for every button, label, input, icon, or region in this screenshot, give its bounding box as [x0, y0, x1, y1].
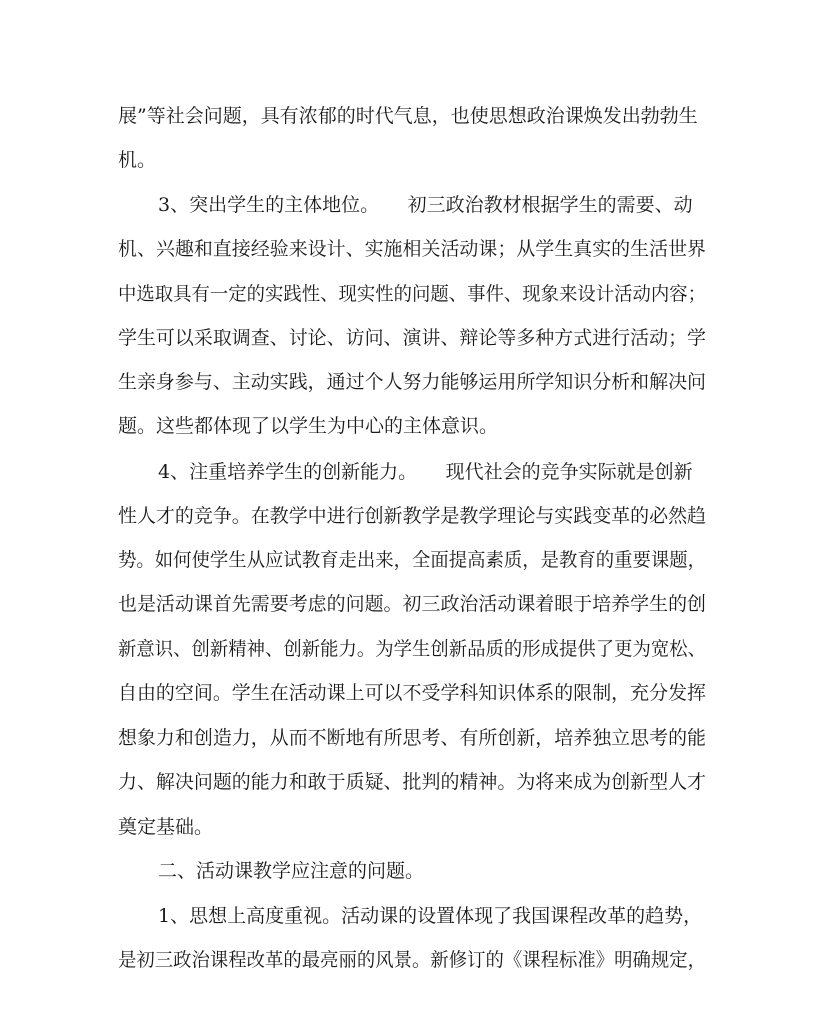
text-line: 想象力和创造力，从而不断地有所思考、有所创新，培养独立思考的能 — [118, 727, 707, 749]
text-line: 自由的空间。学生在活动课上可以不受学科知识体系的限制，充分发挥 — [118, 682, 707, 704]
section-heading: 二、活动课教学应注意的问题。 — [158, 860, 425, 882]
text-line: 4、注重培养学生的创新能力。 现代社会的竞争实际就是创新 — [158, 461, 693, 483]
text-line: 题。这些都体现了以学生为中心的主体意识。 — [118, 415, 499, 437]
text-line: 势。如何使学生从应试教育走出来，全面提高素质，是教育的重要课题， — [118, 549, 707, 571]
text-line: 3、突出学生的主体地位。 初三政治教材根据学生的需要、动 — [158, 194, 693, 216]
text-line: 1、思想上高度重视。活动课的设置体现了我国课程改革的趋势， — [158, 905, 703, 927]
text-line: 也是活动课首先需要考虑的问题。初三政治活动课着眼于培养学生的创 — [118, 593, 707, 615]
text-line: 是初三政治课程改革的最亮丽的风景。新修订的《课程标准》明确规定， — [118, 949, 707, 971]
text-line: 机。 — [118, 149, 157, 171]
text-line: 中选取具有一定的实践性、现实性的问题、事件、现象来设计活动内容； — [118, 283, 707, 305]
text-line: 力、解决问题的能力和敢于质疑、批判的精神。为将来成为创新型人才 — [118, 771, 707, 793]
text-line: 生亲身参与、主动实践，通过个人努力能够运用所学知识分析和解决问 — [118, 371, 707, 393]
text-line: 奠定基础。 — [118, 816, 214, 838]
text-line: 展”等社会问题，具有浓郁的时代气息，也使思想政治课焕发出勃勃生 — [118, 105, 698, 127]
text-line: 机、兴趣和直接经验来设计、实施相关活动课；从学生真实的生活世界 — [118, 238, 707, 260]
text-line: 性人才的竞争。在教学中进行创新教学是教学理论与实践变革的必然趋 — [118, 505, 707, 527]
text-line: 学生可以采取调查、讨论、访问、演讲、辩论等多种方式进行活动；学 — [118, 327, 707, 349]
text-line: 新意识、创新精神、创新能力。为学生创新品质的形成提供了更为宽松、 — [118, 638, 707, 660]
